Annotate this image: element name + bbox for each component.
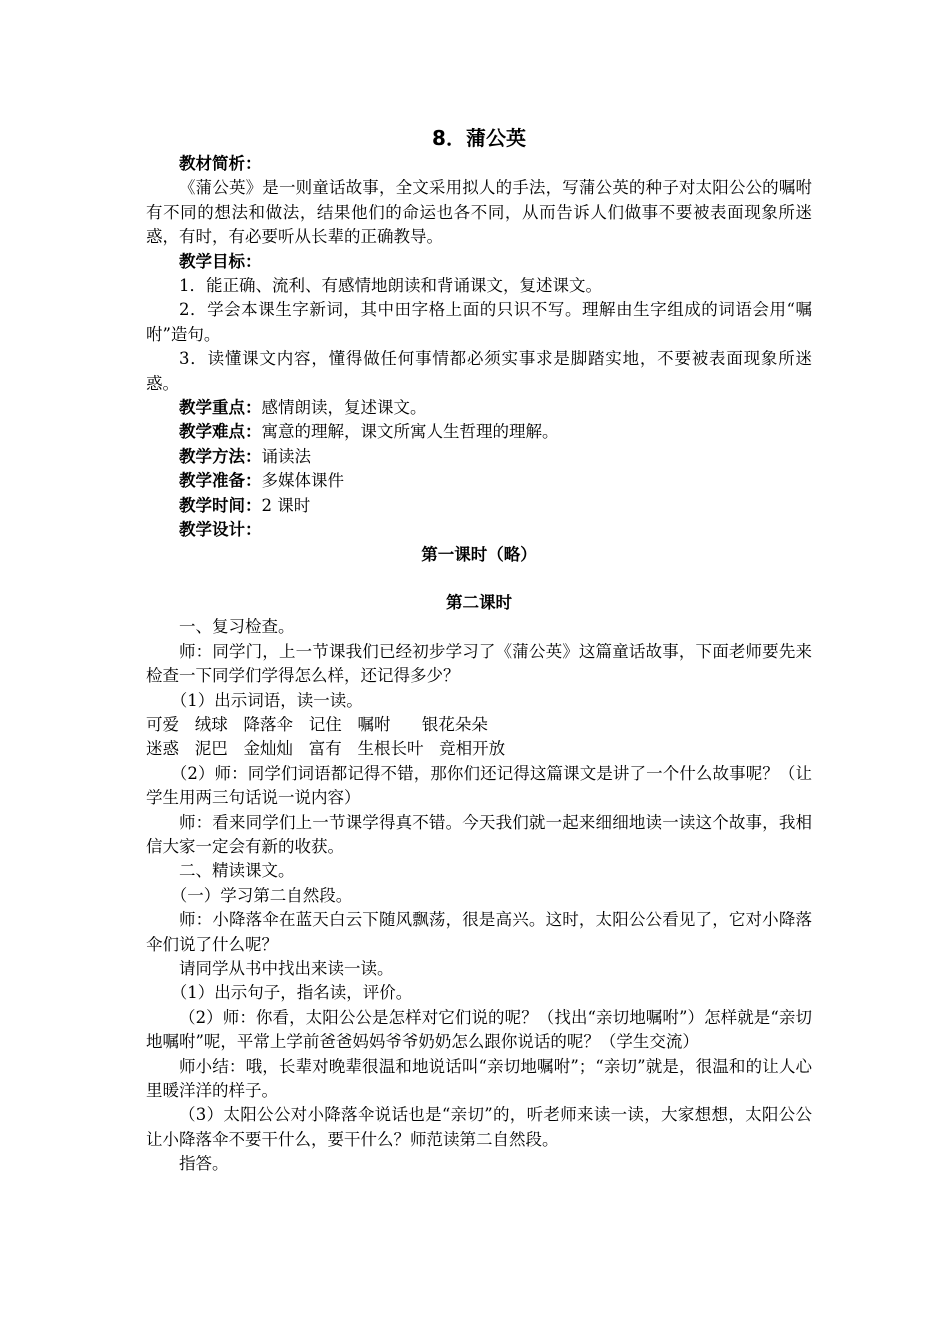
word-list: 可爱 绒球 降落伞 记住 嘱咐 银花朵朵 — [146, 714, 488, 734]
lesson-one-heading: 第一课时（略） — [421, 544, 537, 564]
goal-item: 1．能正确、流利、有感情地朗读和背诵课文，复述课文。 — [179, 276, 602, 296]
paragraph: （1）出示句子，指名读，评价。 — [170, 983, 413, 1003]
paragraph: （1）出示词语，读一读。 — [170, 690, 363, 710]
analysis-text: 《蒲公英》是一则童话故事，全文采用拟人的手法，写蒲公英的种子对太阳公公的嘱咐有不同的想法和做法，结果他们的命运也各不同，从而告诉人们做事不要被表面现象所迷惑，有时，有必要听从长辈的正确教导。 — [146, 178, 812, 247]
meta-difficulty — [146, 420, 812, 444]
meta-key: 教学方法： — [179, 446, 262, 466]
meta-method — [146, 445, 812, 469]
analysis-heading: 教材简析： — [179, 154, 262, 173]
section-heading: 一、复习检查。 — [179, 617, 295, 637]
lesson-two-heading: 第二课时 — [446, 592, 512, 612]
meta-value: 感情朗读，复述课文。 — [261, 398, 427, 418]
meta-key: 教学时间： — [179, 495, 262, 515]
document-page — [146, 124, 812, 1177]
paragraph: （3）太阳公公对小降落伞说话也是“亲切”的，听老师来读一读，大家想想，太阳公公让小降落伞不要干什么，要干什么？师范读第二自然段。 — [146, 1105, 812, 1149]
design-heading: 教学设计： — [179, 520, 262, 540]
meta-preparation — [146, 469, 812, 493]
meta-value: 2 课时 — [261, 495, 311, 515]
goals-heading: 教学目标： — [179, 251, 262, 271]
meta-key: 教学重点： — [179, 398, 262, 418]
paragraph: 师：小降落伞在蓝天白云下随风飘荡，很是高兴。这时，太阳公公看见了，它对小降落伞们说了什么呢？ — [146, 910, 812, 954]
word-list: 迷惑 泥巴 金灿灿 富有 生根长叶 竞相开放 — [146, 739, 506, 759]
paragraph: （2）师：同学们词语都记得不错，那你们还记得这篇课文是讲了一个什么故事呢？（让学生用两三句话说一说内容） — [146, 763, 812, 808]
goal-item: 2．学会本课生字新词，其中田字格上面的只识不写。理解由生字组成的词语会用“嘱咐”造句。 — [146, 300, 812, 344]
goal-item: 3．读懂课文内容，懂得做任何事情都必须实事求是脚踏实地，不要被表面现象所迷惑。 — [146, 349, 812, 393]
section-heading: 二、精读课文。 — [179, 861, 295, 881]
document-title: 8．蒲公英 — [432, 126, 526, 150]
meta-value: 多媒体课件 — [261, 471, 344, 491]
paragraph: （2）师：你看，太阳公公是怎样对它们说的呢？（找出“亲切地嘱咐”）怎样就是“亲切地嘱咐”呢，平常上学前爸爸妈妈爷爷奶奶怎么跟你说话的呢？（学生交流） — [146, 1007, 812, 1052]
meta-value: 诵读法 — [261, 446, 311, 466]
meta-key-point — [146, 396, 812, 420]
meta-key: 教学难点： — [179, 422, 262, 442]
paragraph: （一）学习第二自然段。 — [170, 885, 353, 905]
paragraph: 师小结：哦，长辈对晚辈很温和地说话叫“亲切地嘱咐”；“亲切”就是，很温和的让人心里暖洋洋的样子。 — [146, 1056, 812, 1101]
spacer — [146, 567, 812, 591]
meta-key: 教学准备： — [179, 471, 262, 491]
paragraph: 师：看来同学们上一节课学得真不错。今天我们就一起来细细地读一读这个故事，我相信大家一定会有新的收获。 — [146, 812, 812, 856]
meta-value: 寓意的理解，课文所寓人生哲理的理解。 — [261, 422, 559, 442]
meta-time — [146, 494, 812, 518]
paragraph: 请同学从书中找出来读一读。 — [179, 959, 394, 978]
paragraph: 指答。 — [179, 1154, 229, 1174]
paragraph: 师：同学门，上一节课我们已经初步学习了《蒲公英》这篇童话故事，下面老师要先来检查一下同学们学得怎么样，还记得多少？ — [146, 641, 812, 686]
